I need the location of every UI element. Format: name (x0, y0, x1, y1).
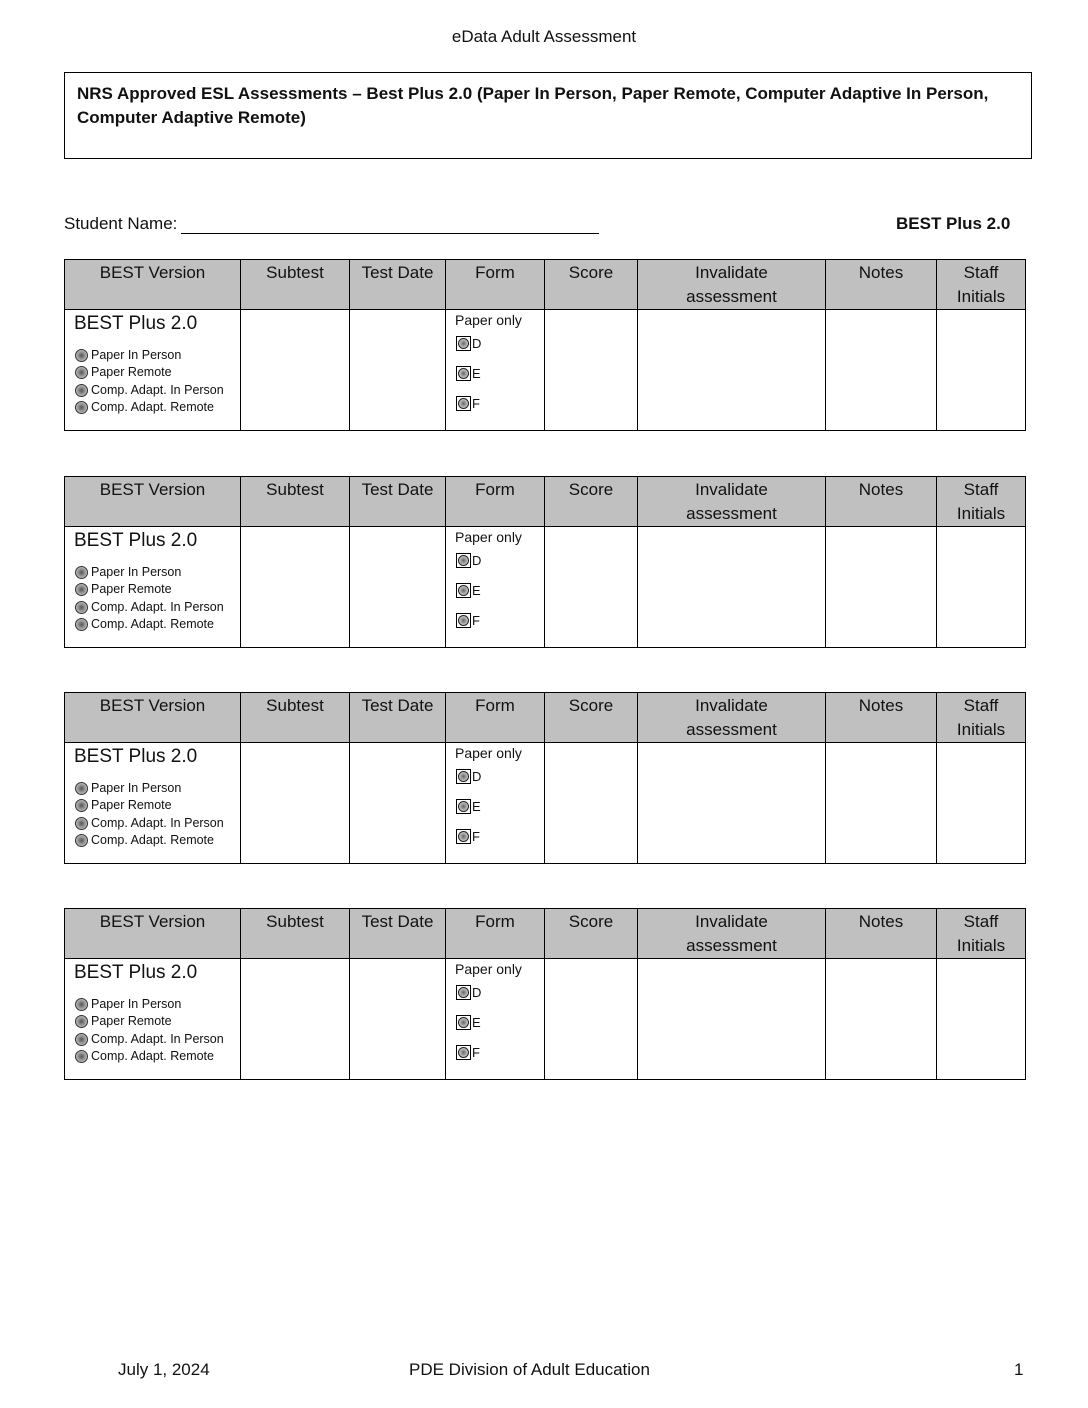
option-paper-remote[interactable]: Paper Remote (75, 1013, 240, 1030)
invalidate-cell[interactable] (638, 527, 826, 648)
checkbox-icon[interactable] (456, 366, 471, 381)
option-comp-adapt-in-person[interactable]: Comp. Adapt. In Person (75, 382, 240, 399)
header-form: Form (446, 693, 545, 743)
header-invalidate: Invalidate assessment (638, 909, 826, 959)
radio-icon[interactable] (75, 384, 88, 397)
best-version-cell (65, 527, 241, 648)
header-invalidate: Invalidate assessment (638, 693, 826, 743)
checkbox-icon[interactable] (456, 613, 471, 628)
header-test-date: Test Date (350, 693, 446, 743)
option-comp-adapt-remote[interactable]: Comp. Adapt. Remote (75, 616, 240, 633)
best-version-cell (65, 959, 241, 1080)
version-title: BEST Plus 2.0 (74, 313, 198, 334)
footer-division: PDE Division of Adult Education (409, 1360, 650, 1379)
header-best-version: BEST Version (65, 477, 241, 527)
form-caption: Paper only (455, 961, 522, 977)
form-caption: Paper only (455, 745, 522, 761)
assessment-name: BEST Plus 2.0 (896, 214, 1011, 233)
option-paper-in-person[interactable]: Paper In Person (75, 996, 240, 1013)
test-date-cell[interactable] (350, 959, 446, 1080)
header-form: Form (446, 260, 545, 310)
form-option-f[interactable]: F (456, 388, 544, 418)
option-paper-remote[interactable]: Paper Remote (75, 581, 240, 598)
header-staff-initials: Staff Initials (937, 909, 1026, 959)
header-best-version: BEST Version (65, 909, 241, 959)
radio-icon[interactable] (75, 799, 88, 812)
option-paper-remote[interactable]: Paper Remote (75, 797, 240, 814)
test-date-cell[interactable] (350, 527, 446, 648)
header-subtest: Subtest (241, 477, 350, 527)
option-comp-adapt-in-person[interactable]: Comp. Adapt. In Person (75, 599, 240, 616)
radio-icon[interactable] (75, 782, 88, 795)
score-cell[interactable] (545, 743, 638, 864)
test-date-cell[interactable] (350, 743, 446, 864)
checkbox-icon[interactable] (456, 1015, 471, 1030)
radio-icon[interactable] (75, 1050, 88, 1063)
radio-icon[interactable] (75, 366, 88, 379)
checkbox-icon[interactable] (456, 336, 471, 351)
checkbox-icon[interactable] (456, 1045, 471, 1060)
score-cell[interactable] (545, 959, 638, 1080)
invalidate-cell[interactable] (638, 743, 826, 864)
header-test-date: Test Date (350, 909, 446, 959)
footer-date: July 1, 2024 (118, 1360, 210, 1379)
version-title: BEST Plus 2.0 (74, 962, 198, 983)
form-option-d[interactable]: D (456, 545, 544, 575)
checkbox-icon[interactable] (456, 769, 471, 784)
option-paper-in-person[interactable]: Paper In Person (75, 780, 240, 797)
option-comp-adapt-remote[interactable]: Comp. Adapt. Remote (75, 832, 240, 849)
score-cell[interactable] (545, 527, 638, 648)
header-notes: Notes (826, 477, 937, 527)
subtest-cell[interactable] (241, 959, 350, 1080)
version-options (75, 347, 240, 416)
subtest-cell[interactable] (241, 527, 350, 648)
form-option-e[interactable]: E (456, 791, 544, 821)
header-subtest: Subtest (241, 260, 350, 310)
header-invalidate: Invalidate assessment (638, 477, 826, 527)
staff-initials-cell[interactable] (937, 743, 1026, 864)
assessment-table (64, 692, 1026, 864)
notes-cell[interactable] (826, 527, 937, 648)
form-option-d[interactable]: D (456, 977, 544, 1007)
table-row (65, 743, 1026, 864)
notes-cell[interactable] (826, 959, 937, 1080)
header-staff-initials: Staff Initials (937, 260, 1026, 310)
radio-icon[interactable] (75, 566, 88, 579)
version-options (75, 780, 240, 849)
radio-icon[interactable] (75, 998, 88, 1011)
option-paper-remote[interactable]: Paper Remote (75, 364, 240, 381)
form-cell (446, 527, 545, 648)
title-box (64, 72, 1032, 159)
document-title: NRS Approved ESL Assessments – Best Plus 2.0 (Paper In Person, Paper Remote, Computer Adaptive In Person, Computer Adaptive Remote) (77, 84, 989, 127)
radio-icon[interactable] (75, 401, 88, 414)
radio-icon[interactable] (75, 601, 88, 614)
version-options (75, 564, 240, 633)
header-best-version: BEST Version (65, 260, 241, 310)
radio-icon[interactable] (75, 1015, 88, 1028)
version-options (75, 996, 240, 1065)
assessment-table (64, 908, 1026, 1080)
option-paper-in-person[interactable]: Paper In Person (75, 347, 240, 364)
header-score: Score (545, 477, 638, 527)
checkbox-icon[interactable] (456, 829, 471, 844)
best-version-cell (65, 743, 241, 864)
notes-cell[interactable] (826, 743, 937, 864)
form-caption: Paper only (455, 312, 522, 328)
option-comp-adapt-remote[interactable]: Comp. Adapt. Remote (75, 399, 240, 416)
radio-icon[interactable] (75, 817, 88, 830)
radio-icon[interactable] (75, 349, 88, 362)
table-row (65, 310, 1026, 431)
table-header-row (65, 477, 1026, 527)
checkbox-icon[interactable] (456, 396, 471, 411)
version-title: BEST Plus 2.0 (74, 746, 198, 767)
table-header-row (65, 909, 1026, 959)
checkbox-icon[interactable] (456, 583, 471, 598)
table-header-row (65, 693, 1026, 743)
header-subtest: Subtest (241, 909, 350, 959)
radio-icon[interactable] (75, 583, 88, 596)
header-form: Form (446, 909, 545, 959)
header-score: Score (545, 693, 638, 743)
best-version-cell (65, 310, 241, 431)
radio-icon[interactable] (75, 1033, 88, 1046)
table-header-row (65, 260, 1026, 310)
form-option-e[interactable]: E (456, 1007, 544, 1037)
radio-icon[interactable] (75, 834, 88, 847)
student-name-label: Student Name: (64, 214, 178, 233)
form-option-d[interactable]: D (456, 761, 544, 791)
staff-initials-cell[interactable] (937, 959, 1026, 1080)
version-title: BEST Plus 2.0 (74, 530, 198, 551)
header-score: Score (545, 260, 638, 310)
form-option-f[interactable]: F (456, 605, 544, 635)
student-name-field[interactable] (181, 215, 599, 234)
header-staff-initials: Staff Initials (937, 693, 1026, 743)
header-notes: Notes (826, 693, 937, 743)
form-option-e[interactable]: E (456, 358, 544, 388)
header-staff-initials: Staff Initials (937, 477, 1026, 527)
table-row (65, 527, 1026, 648)
header-score: Score (545, 909, 638, 959)
form-caption: Paper only (455, 529, 522, 545)
assessment-table (64, 259, 1026, 431)
form-option-f[interactable]: F (456, 821, 544, 851)
score-cell[interactable] (545, 310, 638, 431)
invalidate-cell[interactable] (638, 310, 826, 431)
header-notes: Notes (826, 909, 937, 959)
header-form: Form (446, 477, 545, 527)
header-invalidate: Invalidate assessment (638, 260, 826, 310)
option-comp-adapt-in-person[interactable]: Comp. Adapt. In Person (75, 815, 240, 832)
radio-icon[interactable] (75, 618, 88, 631)
page-header: eData Adult Assessment (451, 27, 637, 46)
subtest-cell[interactable] (241, 743, 350, 864)
form-cell (446, 310, 545, 431)
header-best-version: BEST Version (65, 693, 241, 743)
header-test-date: Test Date (350, 477, 446, 527)
option-paper-in-person[interactable]: Paper In Person (75, 564, 240, 581)
notes-cell[interactable] (826, 310, 937, 431)
header-test-date: Test Date (350, 260, 446, 310)
option-comp-adapt-remote[interactable]: Comp. Adapt. Remote (75, 1048, 240, 1065)
assessment-table (64, 476, 1026, 648)
test-date-cell[interactable] (350, 310, 446, 431)
footer-page-number: 1 (1014, 1360, 1024, 1379)
option-comp-adapt-in-person[interactable]: Comp. Adapt. In Person (75, 1031, 240, 1048)
table-row (65, 959, 1026, 1080)
staff-initials-cell[interactable] (937, 310, 1026, 431)
form-cell (446, 959, 545, 1080)
form-cell (446, 743, 545, 864)
checkbox-icon[interactable] (456, 799, 471, 814)
student-name-row (64, 214, 599, 234)
form-option-e[interactable]: E (456, 575, 544, 605)
checkbox-icon[interactable] (456, 553, 471, 568)
header-notes: Notes (826, 260, 937, 310)
form-option-d[interactable]: D (456, 328, 544, 358)
subtest-cell[interactable] (241, 310, 350, 431)
form-option-f[interactable]: F (456, 1037, 544, 1067)
staff-initials-cell[interactable] (937, 527, 1026, 648)
header-subtest: Subtest (241, 693, 350, 743)
invalidate-cell[interactable] (638, 959, 826, 1080)
checkbox-icon[interactable] (456, 985, 471, 1000)
